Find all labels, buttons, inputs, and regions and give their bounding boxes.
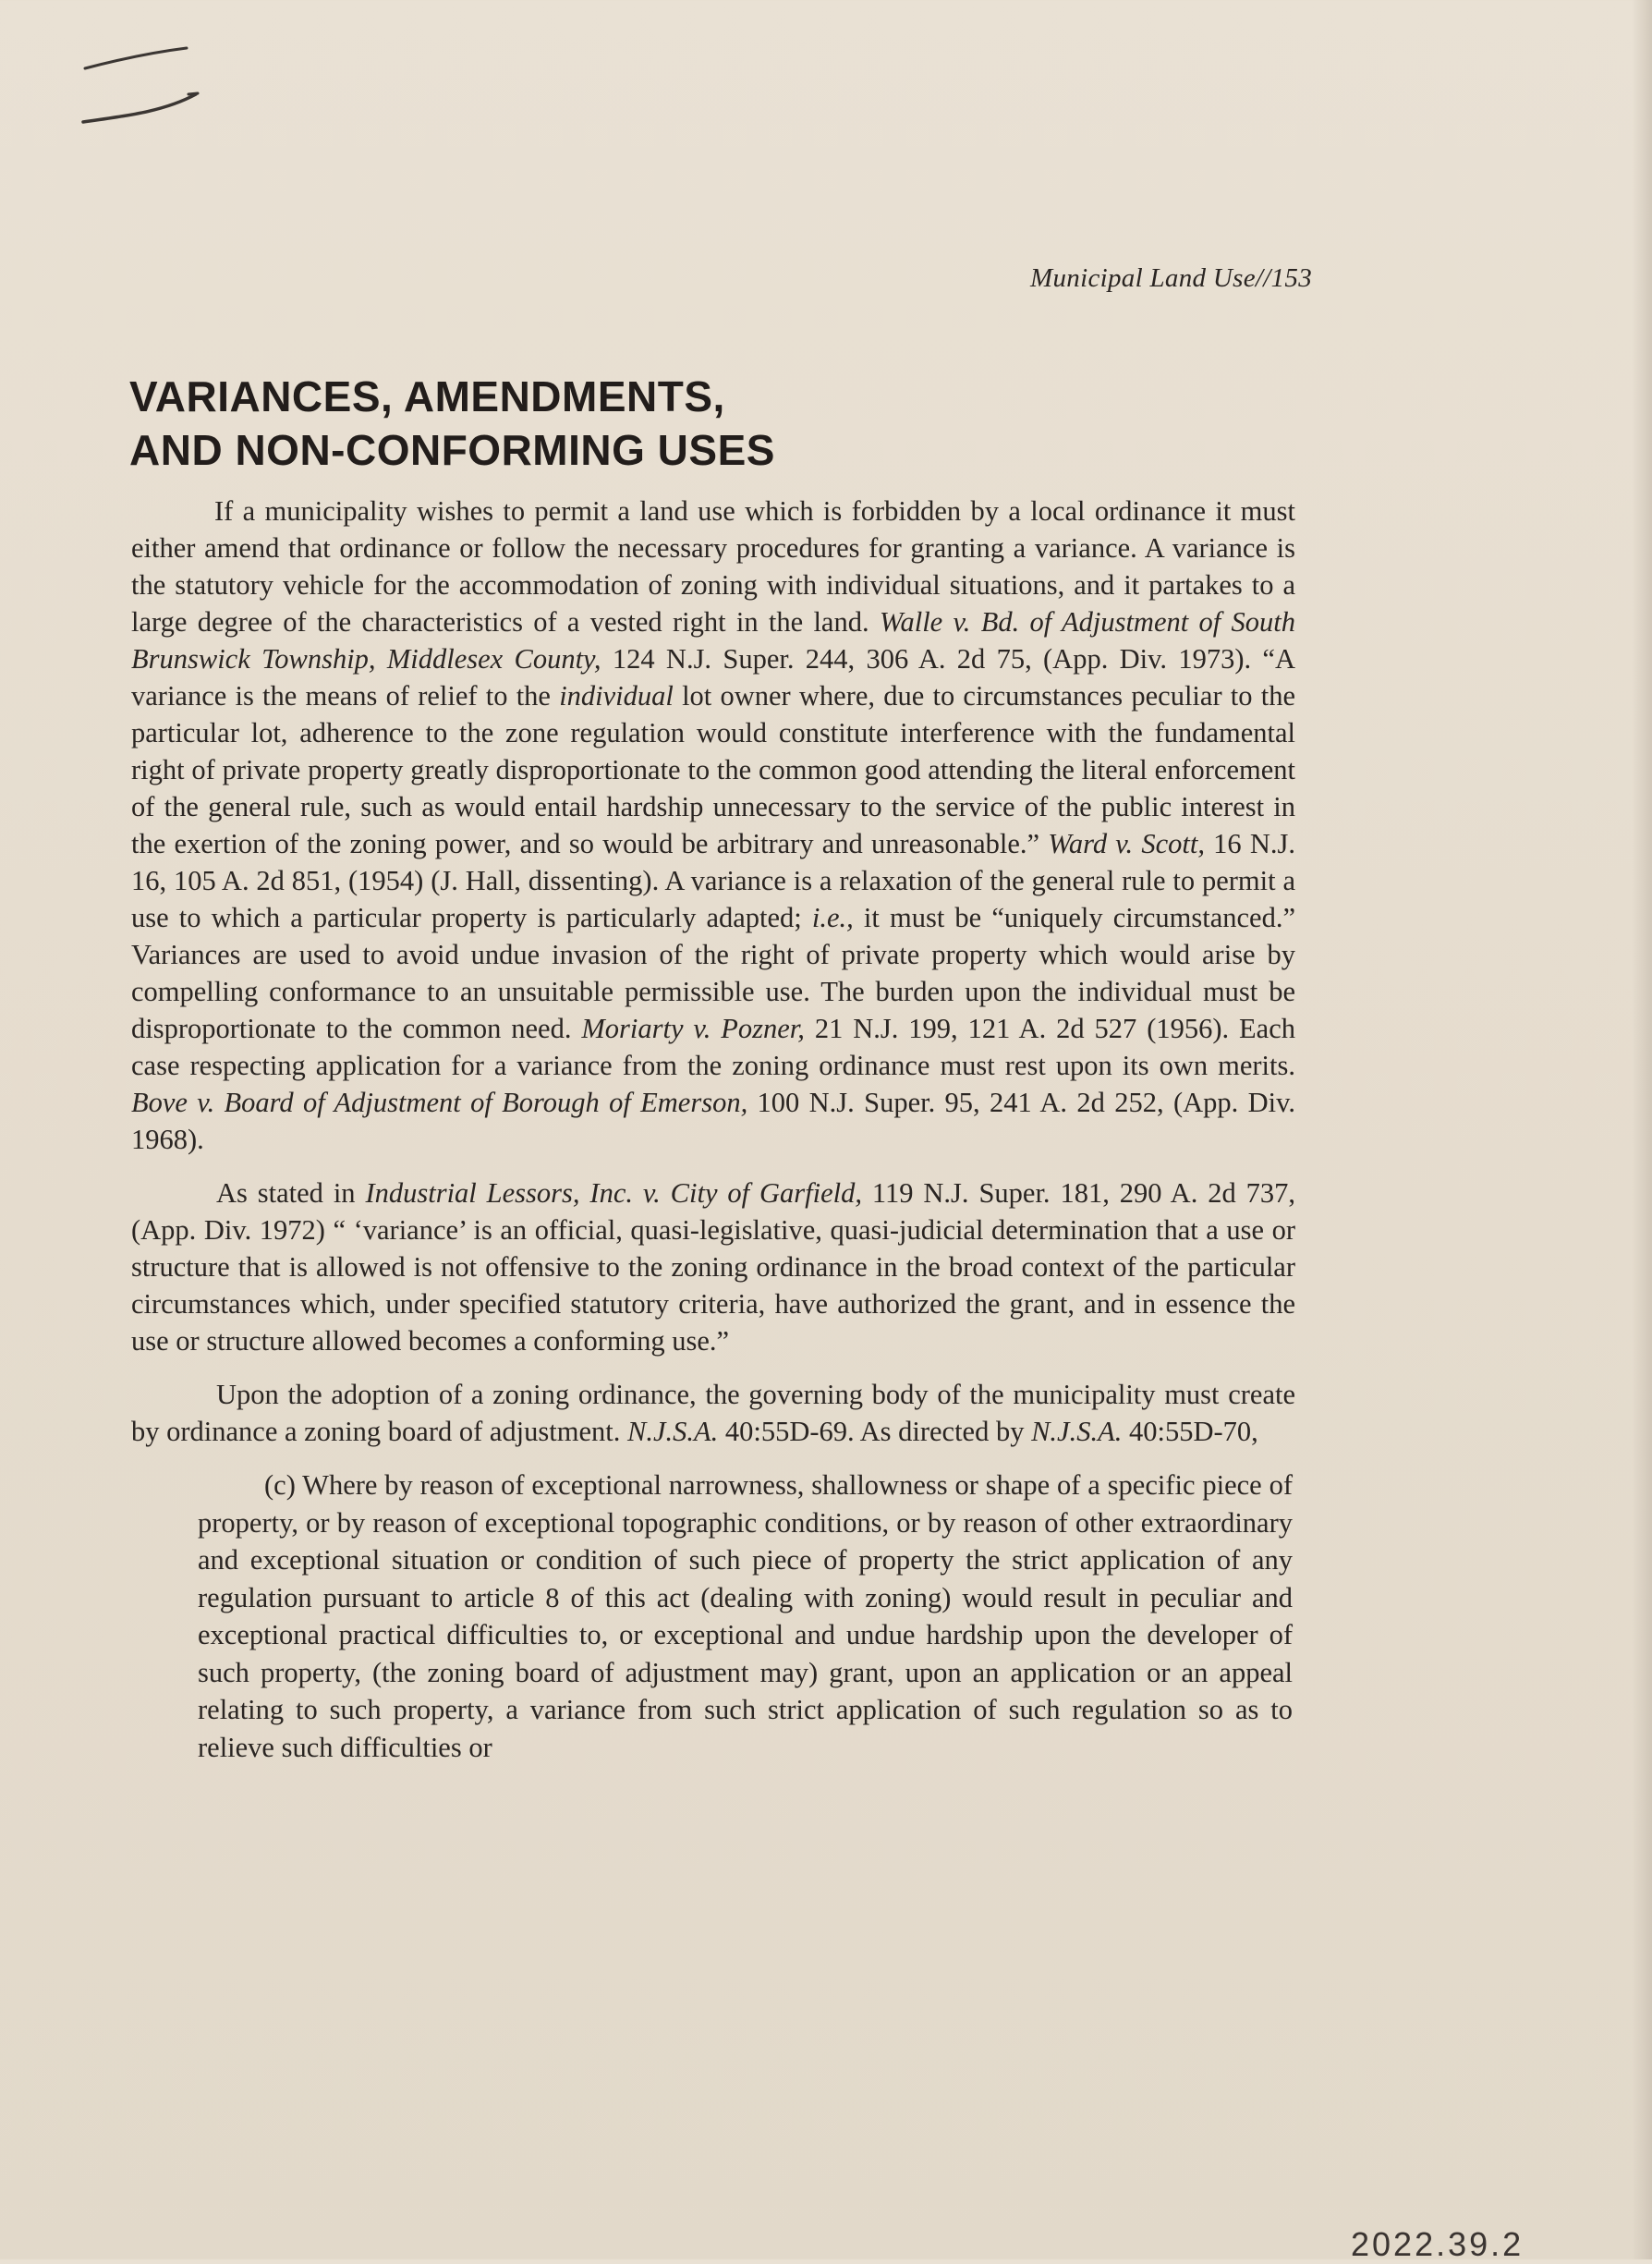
emphasis: individual bbox=[559, 680, 674, 712]
section-title-line-1: VARIANCES, AMENDMENTS, bbox=[129, 372, 725, 420]
text-run: 40:55D-69. As directed by bbox=[718, 1416, 1032, 1447]
emphasis: i.e., bbox=[811, 902, 854, 933]
statute-citation: N.J.S.A. bbox=[626, 1416, 719, 1447]
page-edge-shadow bbox=[1632, 0, 1652, 2259]
text-run: Upon the adoption of a zoning ordinance, the governing body of the municipality must create by ordinance a zoning board of adjustment. bbox=[131, 1379, 1295, 1447]
pencil-marks-icon bbox=[74, 37, 213, 139]
text-run: it must be “uniquely circumstanced.” Variances are used to avoid undue invasion of the right of private property which would arise by compelling conformance to an unsuitable permissible use. The burden upon the individual must be disproportionate to the common need. bbox=[131, 902, 1295, 1044]
case-citation: Ward v. Scott, bbox=[1048, 828, 1205, 859]
section-title bbox=[129, 370, 961, 477]
text-run: 124 N.J. Super. 244, 306 A. 2d 75, (App. Div. 1973). “A variance is the means of relief to the bbox=[131, 643, 1295, 712]
paragraph-2 bbox=[131, 1175, 1295, 1359]
text-run: 119 N.J. Super. 181, 290 A. 2d 737, (App. Div. 1972) “ ‘variance’ is an official, quasi-legislative, quasi-judicial determination that a use or structure that is allowed is not offensive to the zoning ordinance in the broad context of the particular circumstances which, under specified statutory criteria, have authorized the grant, and in essence the use or structure allowed becomes a conforming use.” bbox=[131, 1177, 1295, 1357]
text-run: If a municipality wishes to permit a land use which is forbidden by a local ordinance it must either amend that ordinance or follow the necessary procedures for granting a variance. A variance is the statutory vehicle for the accommodation of zoning with individual situations, and it partakes to a large degree of the characteristics of a vested right in the land. bbox=[131, 495, 1295, 638]
body-text bbox=[131, 493, 1295, 1766]
text-run: 16 N.J. 16, 105 A. 2d 851, (1954) (J. Hall, dissenting). A variance is a relaxation of the general rule to permit a use to which a particular property is particularly adapted; bbox=[131, 828, 1295, 933]
paragraph-3 bbox=[131, 1376, 1295, 1450]
text-run: As stated in bbox=[216, 1177, 366, 1209]
accession-number: 2022.39.2 bbox=[1351, 2225, 1524, 2263]
case-citation: Moriarty v. Pozner, bbox=[581, 1013, 805, 1044]
text-run: 21 N.J. 199, 121 A. 2d 527 (1956). Each case respecting application for a variance from the zoning ordinance must rest upon its own merits. bbox=[131, 1013, 1295, 1081]
case-citation: Bove v. Board of Adjustment of Borough of Emerson, bbox=[131, 1087, 748, 1118]
case-citation: Industrial Lessors, Inc. v. City of Garfield, bbox=[365, 1177, 862, 1209]
paragraph-1 bbox=[131, 493, 1295, 1158]
statute-citation: N.J.S.A. bbox=[1031, 1416, 1123, 1447]
text-run: 40:55D-70, bbox=[1122, 1416, 1258, 1447]
case-citation: Walle v. Bd. of Adjustment of South Brunswick Township, Middlesex County, bbox=[131, 606, 1295, 675]
block-quote: (c) Where by reason of exceptional narrowness, shallowness or shape of a specific piece of property, or by reason of exceptional topographic conditions, or by reason of other extraordinary and exceptional situation or condition of such piece of property the strict application of any regulation pursuant to article 8 of this act (dealing with zoning) would result in peculiar and exceptional practical difficulties to, or exceptional and undue hardship upon the developer of such property, (the zoning board of adjustment may) grant, upon an application or an appeal relating to such property, a variance from such strict application of such regulation so as to relieve such difficulties or bbox=[198, 1469, 1293, 1763]
section-title-line-2: AND NON-CONFORMING USES bbox=[129, 426, 775, 474]
text-run: lot owner where, due to circumstances peculiar to the particular lot, adherence to the zone regulation would constitute interference with the fundamental right of private property greatly disproportionate to the common good attending the literal enforcement of the general rule, such as would entail hardship unnecessary to the service of the public interest in the exertion of the zoning power, and so would be arbitrary and unreasonable.” bbox=[131, 680, 1295, 859]
running-head: Municipal Land Use//153 bbox=[1030, 263, 1312, 293]
text-run: 100 N.J. Super. 95, 241 A. 2d 252, (App. Div. 1968). bbox=[131, 1087, 1295, 1155]
